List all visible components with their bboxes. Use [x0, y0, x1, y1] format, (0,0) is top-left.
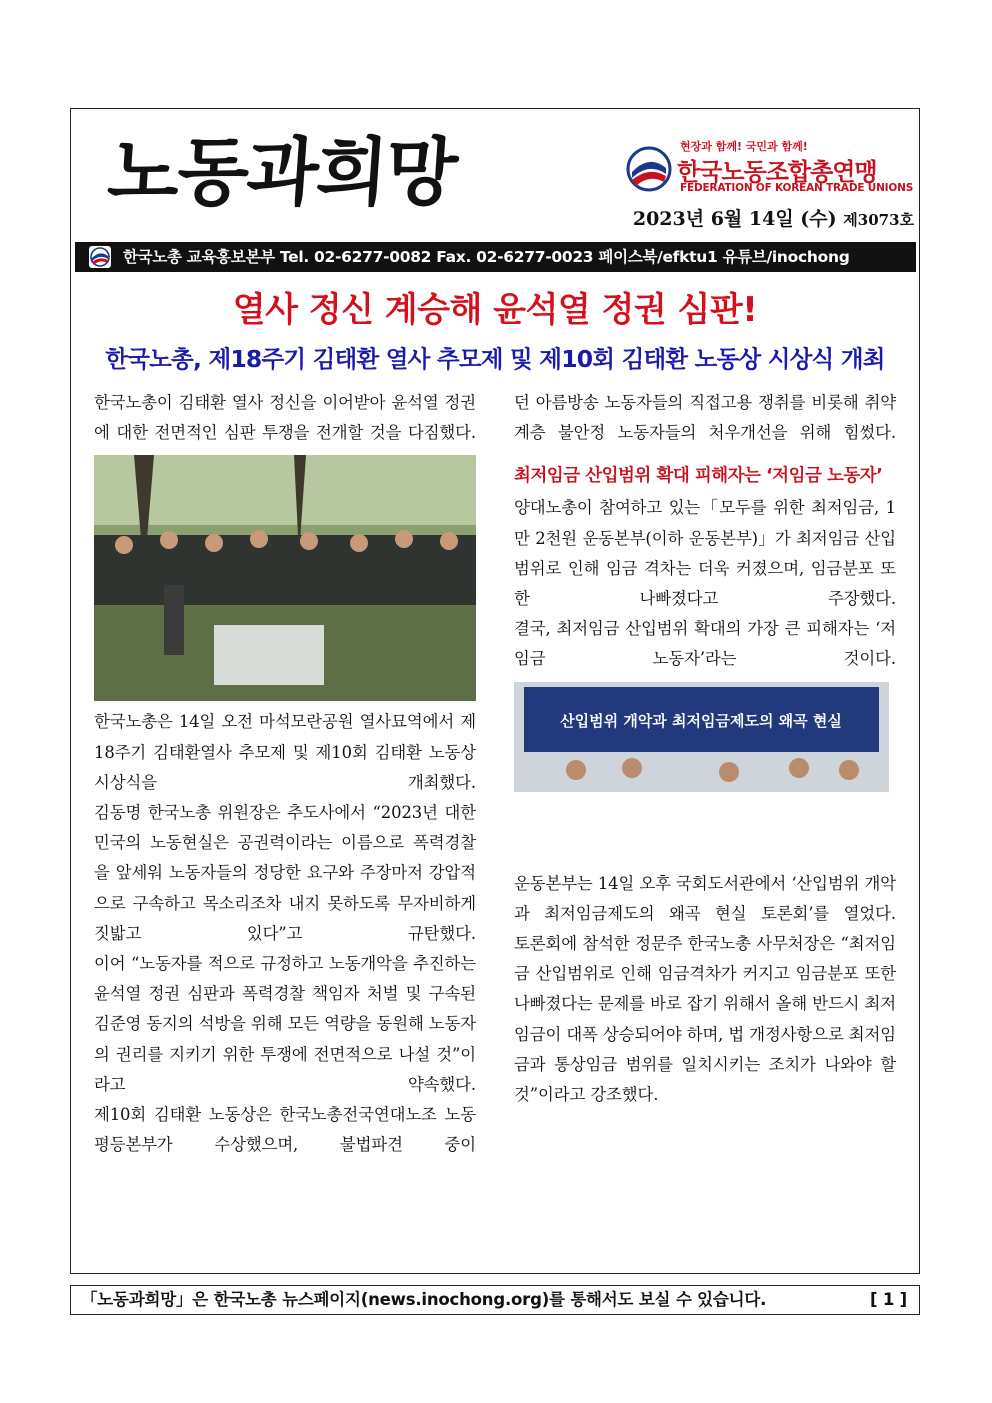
- logo-org-name: 한국노동조합총연맹: [677, 158, 877, 186]
- paragraph: 결국, 최저임금 산입범위 확대의 가장 큰 피해자는 ‘저임금 노동자’라는 것이다.: [514, 619, 896, 669]
- issue-date: 2023년 6월 14일 (수): [632, 208, 837, 230]
- contact-text: 한국노총 교육홍보본부 Tel. 02-6277-0082 Fax. 02-6277-0023 페이스북/efktu1 유튜브/inochong: [123, 248, 850, 266]
- fktu-emblem-icon: [626, 146, 672, 192]
- logo-org-name-en: FEDERATION OF KOREAN TRADE UNIONS: [680, 182, 914, 194]
- paragraph: 운동본부는 14일 오후 국회도서관에서 ‘산입범위 개악과 최저임금제도의 왜곡 현실 토론회’를 열었다.: [514, 873, 896, 923]
- paragraph: 한국노총이 김태환 열사 정신을 이어받아 윤석열 정권에 대한 전면적인 심판 투쟁을 전개할 것을 다짐했다.: [94, 393, 476, 443]
- footer-bar: [70, 1285, 920, 1315]
- paragraph: 토론회에 참석한 정문주 한국노총 사무처장은 “최저임금 산입범위로 인해 임금격차가 커지고 임금분포 또한 나빠졌다는 문제를 바로 잡기 위해서 올해 반드시 최저임금이 대폭 상승되어야 하며, 법 개정사항으로 최저임금과 통상임금 범위를 일치시키는 조치가 나와야 할 것”이라고 강조했다.: [514, 934, 896, 1105]
- issue-number: 제3073호: [843, 211, 914, 229]
- org-logo: [622, 136, 912, 198]
- paragraph: 한국노총은 14일 오전 마석모란공원 열사묘역에서 제18주기 김태환열사 추모제 및 제10회 김태환 노동상 시상식을 개최했다.: [94, 712, 476, 792]
- paragraph: 이어 “노동자를 적으로 규정하고 노동개악을 추진하는 윤석열 정권 심판과 폭력경찰 책임자 처벌 및 구속된 김준영 동지의 석방을 위해 모든 역량을 동원해 노동자의 권리를 지키기 위한 투쟁에 전면적으로 나설 것”이라고 약속했다.: [94, 954, 476, 1094]
- page-number: [ 1 ]: [869, 1290, 907, 1309]
- issue-info: [633, 204, 914, 231]
- logo-slogan: 현장과 함께! 국민과 함께!: [680, 140, 808, 153]
- left-column: [94, 388, 476, 1160]
- fktu-small-emblem-icon: [89, 246, 111, 268]
- right-column: [514, 388, 896, 1110]
- subheadline: 한국노총, 제18주기 김태환 열사 추모제 및 제10회 김태환 노동상 시상식 개최: [105, 345, 885, 373]
- memorial-photo-illustration: [94, 455, 476, 701]
- paragraph: 김동명 한국노총 위원장은 추도사에서 “2023년 대한민국의 노동현실은 공권력이라는 이름으로 폭력경찰을 앞세워 노동자들의 정당한 요구와 주장마저 강압적으로 구속하고 목소리조차 내지 못하도록 무자비하게 짓밟고 있다”고 규탄했다.: [94, 803, 476, 943]
- headline: 열사 정신 계승해 윤석열 정권 심판!: [232, 290, 758, 330]
- contact-bar: [75, 242, 916, 272]
- paragraph: 제10회 김태환 노동상은 한국노총전국연대노조 노동평등본부가 수상했으며, 불법파견 중이: [94, 1105, 476, 1155]
- masthead-title: 노동과희망: [104, 130, 459, 216]
- forum-banner-text: 산입범위 개악과 최저임금제도의 왜곡 현실: [560, 711, 842, 730]
- forum-photo: [514, 682, 889, 862]
- footer-text: 「노동과희망」은 한국노총 뉴스페이지(news.inochong.org)를 통해서도 보실 수 있습니다.: [81, 1290, 767, 1309]
- paragraph: 양대노총이 참여하고 있는「모두를 위한 최저임금, 1만 2천원 운동본부(이하 운동본부)」가 최저임금 산입범위로 인해 임금 격차는 더욱 커졌으며, 임금분포 또한 나빠졌다고 주장했다.: [514, 498, 896, 609]
- forum-photo-illustration: [514, 682, 889, 862]
- memorial-ceremony-photo: [94, 455, 476, 701]
- section-heading: 최저임금 산입범위 확대 피해자는 ‘저임금 노동자’: [514, 466, 883, 487]
- paragraph: 던 아름방송 노동자들의 직접고용 쟁취를 비롯해 취약계층 불안정 노동자들의 처우개선을 위해 힘썼다.: [514, 393, 896, 443]
